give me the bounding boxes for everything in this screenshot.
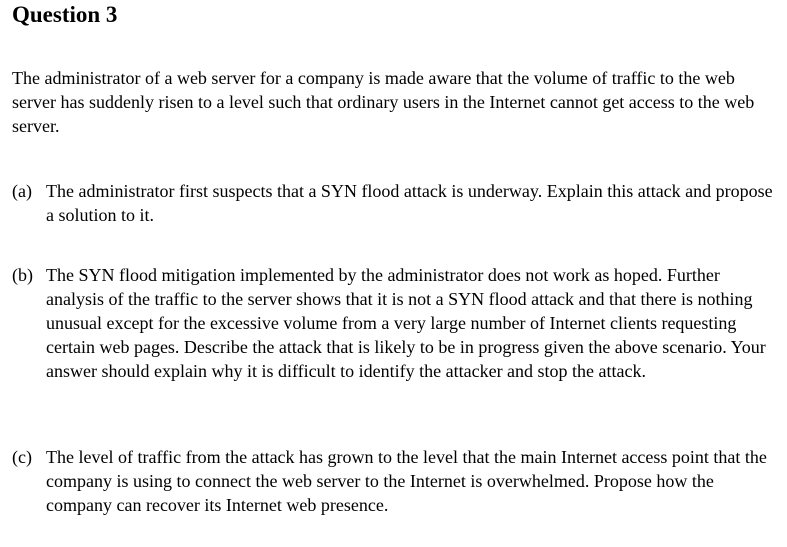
- part-a-label: (a): [12, 181, 32, 201]
- question-intro: The administrator of a web server for a company is made aware that the volume of traffic to the web server has suddenly risen to a level such that ordinary users in the Internet cannot get access to the web server.: [12, 68, 755, 136]
- question-part-c: [12, 445, 782, 517]
- part-c-label: (c): [12, 447, 32, 467]
- part-a-text: The administrator first suspects that a SYN flood attack is underway. Explain this attack and propose a solution to it.: [46, 181, 773, 225]
- part-b-label: (b): [12, 265, 33, 285]
- part-c-text: The level of traffic from the attack has grown to the level that the main Internet access point that the company is using to connect the web server to the Internet is overwhelmed. Propose how the company can recover its Internet web presence.: [46, 447, 767, 515]
- question-part-b: [12, 263, 782, 383]
- question-part-a: [12, 179, 782, 227]
- question-title: Question 3: [12, 2, 118, 27]
- part-b-text: The SYN flood mitigation implemented by the administrator does not work as hoped. Further analysis of the traffic to the server shows that it is not a SYN flood attack and that there is nothing unusual except for the excessive volume from a very large number of Internet clients requesting certain web pages. Describe the attack that is likely to be in progress given the above scenario. Your answer should explain why it is difficult to identify the attacker and stop the attack.: [46, 265, 766, 381]
